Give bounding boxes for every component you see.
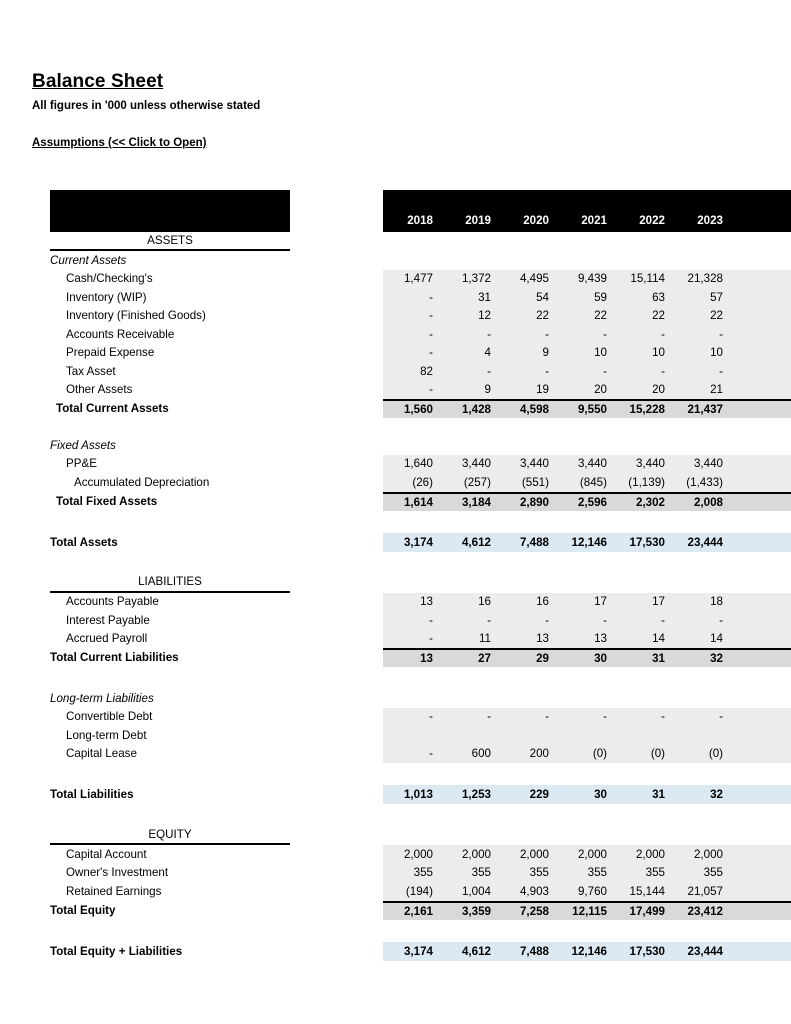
cell-ownerinv-2023: 355: [703, 866, 723, 880]
cell-total-assets-2023: 23,444: [687, 535, 723, 549]
cell-total-liab-2019: 1,253: [461, 788, 491, 801]
grand-total-row: [0, 942, 791, 961]
row-values-convertible-debt: [383, 708, 791, 727]
row-values-retained-earnings: [383, 882, 791, 901]
year-header-2023: 2023: [697, 214, 723, 227]
cell-inventory-fg-2021: 22: [594, 309, 607, 323]
cell-total-ca-2019: 1,428: [461, 403, 491, 416]
cell-total-liab-2020: 229: [529, 788, 549, 801]
table-row: [0, 455, 791, 474]
row-label-inventory-finished-goods: Inventory (Finished Goods): [66, 309, 206, 323]
fixed-assets-label: Fixed Assets: [50, 438, 116, 452]
cell-prepaid-2023: 10: [710, 346, 723, 360]
spacer-row: [0, 920, 791, 942]
cell-prepaid-2022: 10: [652, 346, 665, 360]
table-row: [0, 630, 791, 649]
cell-total-fa-2018: 1,614: [403, 495, 433, 509]
row-values-interest-payable: [383, 611, 791, 630]
cell-ip-2018: -: [429, 613, 433, 627]
row-values-inventory-wip: [383, 288, 791, 307]
cell-cash-2019: 1,372: [461, 272, 491, 286]
cell-total-eql-2023: 23,444: [687, 944, 723, 958]
cell-retearn-2023: 21,057: [687, 884, 723, 898]
table-row: [0, 473, 791, 492]
row-values-total-current-assets: [383, 399, 791, 418]
cell-total-eql-2021: 12,146: [571, 944, 607, 958]
cell-other-assets-2018: -: [429, 383, 433, 397]
spacer-row: [0, 552, 791, 574]
cell-ap-2018: 13: [420, 595, 433, 609]
cell-cash-2021: 9,439: [577, 272, 607, 286]
cell-other-assets-2020: 19: [536, 383, 549, 397]
cell-inventory-wip-2022: 63: [652, 290, 665, 304]
cell-inventory-fg-2018: -: [429, 309, 433, 323]
cell-cd-2022: -: [661, 710, 665, 724]
cell-inventory-fg-2019: 12: [478, 309, 491, 323]
cell-total-ca-2020: 4,598: [519, 403, 549, 416]
cell-total-cl-2019: 27: [478, 652, 491, 665]
row-label-total-equity-liabilities: Total Equity + Liabilities: [50, 944, 183, 958]
total-row: [0, 648, 791, 667]
title-block: [32, 72, 260, 113]
row-values-accumulated-depreciation: [383, 473, 791, 492]
current-assets-label: Current Assets: [50, 253, 127, 267]
liabilities-section-title: LIABILITIES: [50, 575, 290, 592]
cell-ar-2019: -: [487, 327, 491, 341]
cell-cl-2023: (0): [708, 747, 723, 761]
cell-total-assets-2020: 7,488: [519, 535, 549, 549]
cell-total-liab-2021: 30: [594, 788, 607, 801]
table-row: [0, 344, 791, 363]
cell-accdep-2019: (257): [463, 475, 491, 489]
row-label-total-current-liabilities: Total Current Liabilities: [50, 651, 179, 664]
cell-ownerinv-2020: 355: [529, 866, 549, 880]
cell-total-assets-2022: 17,530: [629, 535, 665, 549]
cell-total-ca-2022: 15,228: [629, 403, 665, 416]
row-label-total-equity: Total Equity: [50, 903, 116, 917]
cell-inventory-wip-2020: 54: [536, 290, 549, 304]
cell-total-fa-2022: 2,302: [635, 495, 665, 509]
spacer-row: [0, 418, 791, 436]
cell-total-eq-2023: 23,412: [687, 904, 723, 918]
cell-total-eq-2022: 17,499: [629, 904, 665, 918]
row-values-accounts-payable: [383, 593, 791, 612]
cell-cash-2018: 1,477: [403, 272, 433, 286]
assumptions-link[interactable]: Assumptions (<< Click to Open): [32, 137, 207, 149]
total-row: [0, 399, 791, 418]
grand-total-row: [0, 533, 791, 552]
total-row: [0, 901, 791, 920]
table-row: [0, 307, 791, 326]
cell-ar-2023: -: [719, 327, 723, 341]
row-values-total-fixed-assets: [383, 492, 791, 511]
table-row: [0, 593, 791, 612]
figures-note: All figures in '000 unless otherwise stated: [32, 99, 261, 112]
cell-capacct-2020: 2,000: [519, 847, 549, 861]
row-label-owners-investment: Owner's Investment: [66, 866, 169, 880]
row-label-total-fixed-assets: Total Fixed Assets: [56, 494, 158, 508]
cell-total-eq-2020: 7,258: [519, 904, 549, 918]
cell-ip-2019: -: [487, 613, 491, 627]
header-black-bar: [50, 190, 290, 232]
cell-cd-2023: -: [719, 710, 723, 724]
cell-accdep-2021: (845): [579, 475, 607, 489]
cell-total-ca-2023: 21,437: [687, 403, 723, 416]
cell-ltd-2019: [441, 726, 499, 745]
cell-prepaid-2018: -: [429, 346, 433, 360]
cell-ap-2021: 17: [594, 595, 607, 609]
cell-cd-2021: -: [603, 710, 607, 724]
cell-ap-2023: 18: [710, 595, 723, 609]
row-label-accumulated-depreciation: Accumulated Depreciation: [74, 475, 210, 489]
cell-cl-2020: 200: [529, 747, 549, 761]
grand-total-row: [0, 785, 791, 804]
row-values-accrued-payroll: [383, 630, 791, 649]
cell-ltd-2020: [499, 726, 557, 745]
spacer-row: [0, 763, 791, 785]
year-header-2021: 2021: [581, 214, 607, 227]
cell-total-liab-2022: 31: [652, 788, 665, 801]
cell-total-cl-2018: 13: [420, 652, 433, 665]
cell-prepaid-2019: 4: [484, 346, 491, 360]
cell-other-assets-2022: 20: [652, 383, 665, 397]
row-label-total-current-assets: Total Current Assets: [56, 402, 169, 415]
year-header-cells: [383, 190, 791, 232]
cell-tax-asset-2018: 82: [420, 364, 433, 378]
cell-ip-2023: -: [719, 613, 723, 627]
row-values-cash: [383, 270, 791, 289]
year-header-2019: 2019: [465, 214, 491, 227]
assets-section-header-row: [0, 232, 791, 251]
cell-ppe-2018: 1,640: [403, 457, 433, 471]
cell-ownerinv-2021: 355: [587, 866, 607, 880]
cell-cl-2019: 600: [471, 747, 491, 761]
table-row: [0, 726, 791, 745]
cell-ownerinv-2022: 355: [645, 866, 665, 880]
cell-cd-2018: -: [429, 710, 433, 724]
cell-ppe-2023: 3,440: [693, 457, 723, 471]
cell-payroll-2020: 13: [536, 632, 549, 646]
cell-ip-2020: -: [545, 613, 549, 627]
row-values-inventory-finished-goods: [383, 307, 791, 326]
table-row: [0, 864, 791, 883]
cell-payroll-2018: -: [429, 632, 433, 646]
cell-accdep-2018: (26): [412, 475, 433, 489]
cell-total-eql-2018: 3,174: [403, 944, 433, 958]
cell-total-liab-2018: 1,013: [403, 788, 433, 801]
cell-total-eql-2022: 17,530: [629, 944, 665, 958]
cell-ar-2018: -: [429, 327, 433, 341]
cell-payroll-2019: 11: [478, 632, 491, 646]
row-values-ppe: [383, 455, 791, 474]
table-row: [0, 745, 791, 764]
cell-cd-2019: -: [487, 710, 491, 724]
row-values-tax-asset: [383, 362, 791, 381]
row-values-total-liabilities: [383, 785, 791, 804]
cell-ltd-2021: [557, 726, 615, 745]
cell-total-eq-2021: 12,115: [572, 904, 607, 918]
row-values-prepaid-expense: [383, 344, 791, 363]
row-label-tax-asset: Tax Asset: [66, 364, 116, 378]
cell-ltd-2023: [673, 726, 731, 745]
cell-ap-2019: 16: [478, 595, 491, 609]
cell-cash-2023: 21,328: [687, 272, 723, 286]
cell-total-fa-2021: 2,596: [577, 495, 607, 509]
liabilities-section-header-row: [0, 574, 791, 593]
cell-total-eql-2020: 7,488: [519, 944, 549, 958]
cell-cash-2022: 15,114: [630, 272, 665, 286]
page-title: Balance Sheet: [32, 71, 164, 92]
cell-retearn-2018: (194): [405, 884, 433, 898]
spacer-row: [0, 804, 791, 826]
cell-total-assets-2018: 3,174: [403, 535, 433, 549]
table-row: [0, 362, 791, 381]
cell-other-assets-2019: 9: [484, 383, 491, 397]
cell-retearn-2019: 1,004: [461, 884, 491, 898]
cell-retearn-2022: 15,144: [629, 884, 665, 898]
cell-total-eql-2019: 4,612: [461, 944, 491, 958]
table-row: [0, 288, 791, 307]
cell-total-liab-2023: 32: [710, 788, 723, 801]
cell-total-cl-2023: 32: [710, 652, 723, 665]
cell-payroll-2023: 14: [710, 632, 723, 646]
row-label-total-liabilities: Total Liabilities: [50, 788, 134, 801]
cell-accdep-2020: (551): [521, 475, 549, 489]
cell-total-assets-2021: 12,146: [571, 535, 607, 549]
table-row: [0, 270, 791, 289]
row-label-retained-earnings: Retained Earnings: [66, 884, 162, 898]
row-values-capital-account: [383, 845, 791, 864]
row-label-other-assets: Other Assets: [66, 383, 133, 397]
cell-ppe-2022: 3,440: [635, 457, 665, 471]
cell-ar-2020: -: [545, 327, 549, 341]
cell-total-eq-2019: 3,359: [461, 904, 491, 918]
cell-ar-2022: -: [661, 327, 665, 341]
cell-tax-asset-2023: -: [719, 364, 723, 378]
row-values-other-assets: [383, 381, 791, 400]
cell-tax-asset-2021: -: [603, 364, 607, 378]
equity-section-title: EQUITY: [50, 828, 290, 845]
cell-ap-2022: 17: [652, 595, 665, 609]
row-values-total-equity: [383, 901, 791, 920]
cell-inventory-wip-2018: -: [429, 290, 433, 304]
row-label-prepaid-expense: Prepaid Expense: [66, 346, 155, 360]
cell-inventory-fg-2020: 22: [536, 309, 549, 323]
cell-total-assets-2019: 4,612: [461, 535, 491, 549]
cell-total-fa-2023: 2,008: [693, 495, 723, 509]
table-row: [0, 325, 791, 344]
cell-inventory-fg-2023: 22: [710, 309, 723, 323]
cell-inventory-wip-2021: 59: [594, 290, 607, 304]
cell-prepaid-2021: 10: [594, 346, 607, 360]
cell-ip-2021: -: [603, 613, 607, 627]
balance-sheet-table: [0, 190, 791, 961]
cell-accdep-2023: (1,433): [686, 475, 723, 489]
cell-payroll-2022: 14: [652, 632, 665, 646]
row-label-ppe: PP&E: [66, 457, 97, 471]
cell-cl-2018: -: [429, 747, 433, 761]
row-label-accrued-payroll: Accrued Payroll: [66, 632, 148, 646]
cell-ap-2020: 16: [536, 595, 549, 609]
cell-ppe-2020: 3,440: [519, 457, 549, 471]
cell-other-assets-2021: 20: [594, 383, 607, 397]
spacer-row: [0, 667, 791, 689]
cell-capacct-2023: 2,000: [693, 847, 723, 861]
cell-retearn-2020: 4,903: [519, 884, 549, 898]
cell-inventory-wip-2019: 31: [478, 290, 491, 304]
cell-capacct-2018: 2,000: [403, 847, 433, 861]
row-values-capital-lease: [383, 745, 791, 764]
cell-cl-2021: (0): [592, 747, 607, 761]
table-row: [0, 882, 791, 901]
cell-payroll-2021: 13: [594, 632, 607, 646]
cell-capacct-2019: 2,000: [461, 847, 491, 861]
current-assets-subheader-row: [0, 251, 791, 270]
year-header-2022: 2022: [639, 214, 665, 227]
row-label-convertible-debt: Convertible Debt: [66, 710, 153, 724]
table-row: [0, 845, 791, 864]
cell-total-cl-2021: 30: [594, 652, 607, 665]
cell-cash-2020: 4,495: [519, 272, 549, 286]
cell-ppe-2019: 3,440: [461, 457, 491, 471]
cell-tax-asset-2020: -: [545, 364, 549, 378]
cell-ar-2021: -: [603, 327, 607, 341]
row-label-cash: Cash/Checking's: [66, 272, 153, 286]
longterm-liabilities-label: Long-term Liabilities: [50, 691, 154, 705]
total-row: [0, 492, 791, 511]
row-label-capital-lease: Capital Lease: [66, 747, 137, 761]
cell-total-cl-2020: 29: [536, 652, 549, 665]
cell-retearn-2021: 9,760: [577, 884, 607, 898]
cell-total-ca-2021: 9,550: [577, 403, 607, 416]
fixed-assets-subheader-row: [0, 436, 791, 455]
spacer-row: [0, 511, 791, 533]
cell-cl-2022: (0): [650, 747, 665, 761]
table-header-row: [0, 190, 791, 232]
row-values-accounts-receivable: [383, 325, 791, 344]
cell-capacct-2021: 2,000: [577, 847, 607, 861]
row-values-owners-investment: [383, 864, 791, 883]
equity-section-header-row: [0, 826, 791, 845]
cell-tax-asset-2019: -: [487, 364, 491, 378]
cell-accdep-2022: (1,139): [628, 475, 665, 489]
cell-prepaid-2020: 9: [542, 346, 549, 360]
year-header-2020: 2020: [523, 214, 549, 227]
table-row: [0, 708, 791, 727]
row-values-total-assets: [383, 533, 791, 552]
cell-ownerinv-2019: 355: [471, 866, 491, 880]
cell-other-assets-2023: 21: [710, 383, 723, 397]
cell-total-eq-2018: 2,161: [403, 904, 433, 918]
table-row: [0, 611, 791, 630]
cell-total-fa-2020: 2,890: [519, 495, 549, 509]
row-label-interest-payable: Interest Payable: [66, 613, 150, 627]
row-label-accounts-receivable: Accounts Receivable: [66, 327, 175, 341]
row-values-longterm-debt: [383, 726, 791, 745]
cell-cd-2020: -: [545, 710, 549, 724]
row-values-total-equity-liabilities: [383, 942, 791, 961]
cell-tax-asset-2022: -: [661, 364, 665, 378]
row-label-capital-account: Capital Account: [66, 847, 147, 861]
year-header-2018: 2018: [407, 214, 433, 227]
row-label-accounts-payable: Accounts Payable: [66, 595, 159, 609]
table-row: [0, 381, 791, 400]
row-label-inventory-wip: Inventory (WIP): [66, 290, 147, 304]
row-label-total-assets: Total Assets: [50, 535, 118, 549]
cell-ltd-2018: [383, 726, 441, 745]
cell-ppe-2021: 3,440: [577, 457, 607, 471]
assets-section-title: ASSETS: [50, 234, 290, 251]
row-label-longterm-debt: Long-term Debt: [66, 728, 147, 742]
cell-ownerinv-2018: 355: [413, 866, 433, 880]
cell-total-fa-2019: 3,184: [461, 495, 491, 509]
cell-capacct-2022: 2,000: [635, 847, 665, 861]
row-values-total-current-liabilities: [383, 648, 791, 667]
cell-total-ca-2018: 1,560: [403, 403, 433, 416]
cell-ip-2022: -: [661, 613, 665, 627]
cell-total-cl-2022: 31: [652, 652, 665, 665]
longterm-liabilities-subheader-row: [0, 689, 791, 708]
cell-inventory-fg-2022: 22: [652, 309, 665, 323]
cell-inventory-wip-2023: 57: [710, 290, 723, 304]
cell-ltd-2022: [615, 726, 673, 745]
